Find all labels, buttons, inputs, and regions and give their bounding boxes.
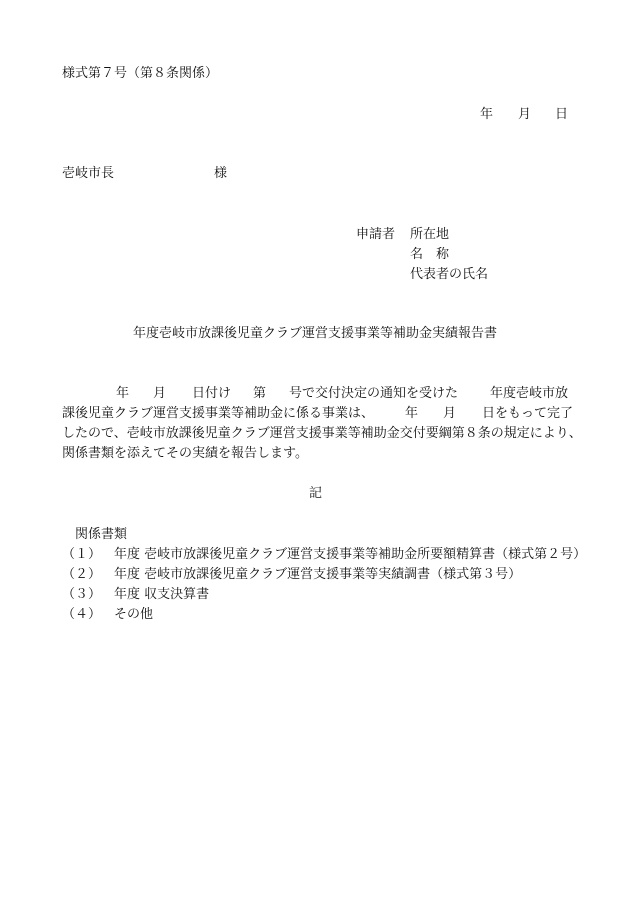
applicant-address-label: 所在地 [410, 227, 450, 242]
body-line2-year: 年 [405, 406, 419, 421]
body-line1-year: 年 [116, 386, 130, 401]
date-year-label: 年 [480, 107, 494, 122]
applicant-representative-label: 代表者の氏名 [410, 267, 489, 282]
date-day-label: 日 [555, 107, 569, 122]
related-doc-2-number: （２） [62, 567, 102, 582]
body-line2-text: 課後児童クラブ運営支援事業等補助金に係る事業は、 [62, 406, 375, 421]
related-doc-2-text: 年度 壱岐市放課後児童クラブ運営支援事業等実績調書（様式第３号） [114, 567, 522, 582]
form-number: 様式第７号（第８条関係） [62, 66, 219, 81]
related-doc-4-text: その他 [114, 607, 154, 622]
body-line3: したので、壱岐市放課後児童クラブ運営支援事業等補助金交付要綱第８条の規定により、 [62, 426, 582, 441]
related-doc-4-number: （４） [62, 607, 102, 622]
body-line1-day-dated: 日付け [192, 386, 232, 401]
body-line2-month: 月 [443, 406, 457, 421]
applicant-name-label: 名 称 [410, 247, 450, 262]
document-title: 年度壱岐市放課後児童クラブ運営支援事業等補助金実績報告書 [132, 326, 497, 341]
body-line4: 関係書類を添えてその実績を報告します。 [62, 446, 308, 461]
date-month-label: 月 [518, 107, 532, 122]
addressee-name: 壱岐市長 [62, 166, 115, 181]
body-line1-notice-text: 号で交付決定の通知を受けた [289, 386, 459, 401]
related-doc-3-number: （３） [62, 587, 102, 602]
note-mark: 記 [309, 486, 323, 501]
applicant-label: 申請者 [356, 227, 396, 242]
related-doc-1-text: 年度 壱岐市放課後児童クラブ運営支援事業等補助金所要額精算書（様式第２号） [114, 547, 587, 562]
related-docs-heading: 関係書類 [75, 527, 128, 542]
body-line1-fiscal-text: 年度壱岐市放 [490, 386, 569, 401]
addressee-honorific: 様 [214, 166, 228, 181]
body-line2-completion: 日をもって完了 [482, 406, 574, 421]
related-doc-3-text: 年度 収支決算書 [114, 587, 210, 602]
body-line1-month: 月 [153, 386, 167, 401]
body-line1-number-prefix: 第 [253, 386, 267, 401]
related-doc-1-number: （１） [62, 547, 102, 562]
